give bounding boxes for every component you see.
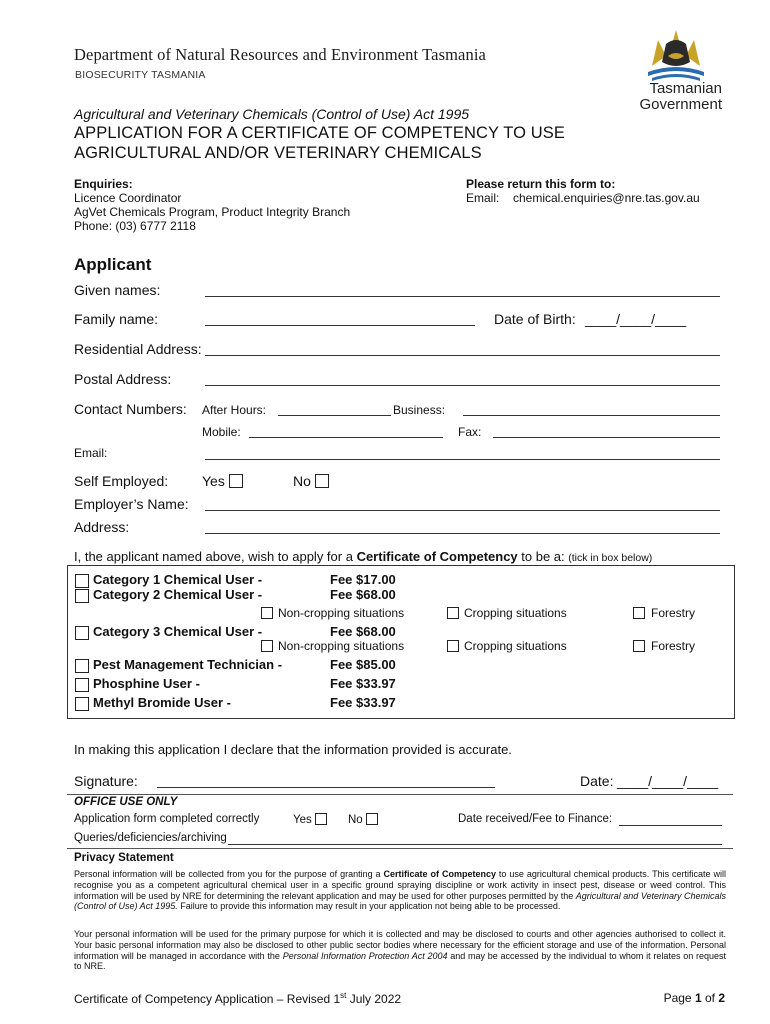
pest-technician-checkbox[interactable]	[75, 659, 89, 673]
privacy-p1-c: Failure to provide this information may result in your application not being able to be processed.	[177, 901, 561, 912]
business-field[interactable]	[463, 415, 720, 416]
tasmanian-government-logo	[626, 26, 722, 116]
privacy-p2-italic: Personal Information Protection Act 2004	[282, 950, 448, 961]
self-employed-no[interactable]	[293, 473, 329, 489]
thylacine-emblem-icon	[644, 26, 708, 82]
office-queries-label: Queries/deficiencies/archiving	[74, 832, 227, 844]
phosphine-user-checkbox[interactable]	[75, 678, 89, 692]
phosphine-user-label: Phosphine User -	[93, 676, 200, 691]
category-2-forestry-checkbox[interactable]	[633, 607, 645, 619]
category-1-checkbox[interactable]	[75, 574, 89, 588]
enquiries-phone: Phone: (03) 6777 2118	[74, 219, 196, 233]
address-field[interactable]	[205, 533, 720, 534]
apply-intro-after: to be a:	[517, 549, 565, 564]
category-3-non-cropping-label: Non-cropping situations	[278, 639, 405, 653]
residential-address-field[interactable]	[205, 355, 720, 356]
family-name-field[interactable]	[205, 325, 475, 326]
fax-label: Fax:	[458, 425, 482, 439]
return-email-label: Email:	[466, 191, 500, 205]
employer-name-label: Employer’s Name:	[74, 496, 189, 512]
privacy-p2-a: Your personal information will be used for the primary purpose for which it is collected and may be disclosed to courts and other agencies authorised to collect it. Your basic personal information may also be disclosed to other public sector bodies where necessary for the efficient storage and use of the information. Personal information will be managed in accordance with the	[74, 929, 726, 961]
office-date-received-field[interactable]	[619, 825, 722, 826]
dob-field[interactable]: ____/____/____	[585, 311, 687, 327]
footer-page-of: of	[701, 991, 719, 1005]
logo-line-1: Tasmanian	[649, 80, 722, 97]
act-title: Agricultural and Veterinary Chemicals (Control of Use) Act 1995	[74, 106, 470, 122]
privacy-p1-a: Personal information will be collected from you for the purpose of granting a	[74, 869, 384, 879]
category-1-fee: Fee $17.00	[330, 572, 396, 587]
family-name-label: Family name:	[74, 311, 159, 327]
office-date-received-label: Date received/Fee to Finance:	[458, 813, 613, 825]
category-2-label: Category 2 Chemical User -	[93, 587, 263, 602]
division-name: BIOSECURITY TASMANIA	[75, 69, 206, 81]
office-no-label: No	[348, 814, 363, 826]
enquiries-line-2: AgVet Chemicals Program, Product Integrity Branch	[74, 205, 351, 219]
category-2-cropping-checkbox[interactable]	[447, 607, 459, 619]
pest-technician-fee: Fee $85.00	[330, 657, 396, 672]
signature-label: Signature:	[74, 773, 138, 789]
employer-name-field[interactable]	[205, 510, 720, 511]
footer-revision-b: July 2022	[346, 992, 402, 1006]
office-completed-label: Application form completed correctly	[74, 813, 260, 825]
office-divider-top	[67, 794, 733, 795]
mobile-field[interactable]	[249, 437, 443, 438]
after-hours-label: After Hours:	[202, 403, 267, 417]
self-employed-label: Self Employed:	[74, 473, 169, 489]
self-employed-no-checkbox[interactable]	[315, 474, 329, 488]
office-queries-field[interactable]	[228, 844, 722, 845]
form-title-line-1: APPLICATION FOR A CERTIFICATE OF COMPETENCY TO USE	[74, 124, 565, 142]
dob-label: Date of Birth:	[494, 311, 576, 327]
office-yes-checkbox[interactable]	[315, 813, 327, 825]
office-no-checkbox[interactable]	[366, 813, 378, 825]
privacy-p1-italic: Agricultural and Veterinary Chemicals (Control of Use) Act 1995.	[74, 890, 727, 912]
category-3-forestry-label: Forestry	[651, 639, 696, 653]
footer-revision-sup: st	[340, 991, 347, 1000]
phosphine-user-fee: Fee $33.97	[330, 676, 396, 691]
return-heading: Please return this form to:	[466, 177, 616, 191]
office-divider-bottom	[67, 848, 733, 849]
category-3-non-cropping-checkbox[interactable]	[261, 640, 273, 652]
category-2-forestry-label: Forestry	[651, 606, 696, 620]
category-3-fee: Fee $68.00	[330, 624, 396, 639]
category-3-label: Category 3 Chemical User -	[93, 624, 263, 639]
category-2-checkbox[interactable]	[75, 589, 89, 603]
declaration-text: In making this application I declare that the information provided is accurate.	[74, 742, 512, 757]
office-use-heading: OFFICE USE ONLY	[74, 796, 178, 808]
declaration-date-label: Date:	[580, 773, 614, 789]
pest-technician-label: Pest Management Technician -	[93, 657, 283, 672]
apply-intro-before: I, the applicant named above, wish to apply for a	[74, 549, 357, 564]
methyl-bromide-fee: Fee $33.97	[330, 695, 396, 710]
category-2-non-cropping-checkbox[interactable]	[261, 607, 273, 619]
form-title-line-2: AGRICULTURAL AND/OR VETERINARY CHEMICALS	[74, 144, 482, 162]
privacy-paragraph-2	[74, 929, 726, 972]
mobile-label: Mobile:	[202, 425, 241, 439]
category-3-cropping-label: Cropping situations	[464, 639, 567, 653]
footer-page-total: 2	[718, 991, 725, 1005]
return-email-link[interactable]: chemical.enquiries@nre.tas.gov.au	[513, 191, 700, 205]
office-yes-label: Yes	[293, 814, 312, 826]
footer-revision	[74, 991, 401, 1006]
contact-numbers-label: Contact Numbers:	[74, 401, 187, 417]
category-2-non-cropping-label: Non-cropping situations	[278, 606, 405, 620]
apply-intro-bold: Certificate of Competency	[356, 549, 518, 564]
privacy-paragraph-1	[74, 869, 726, 912]
footer-page-number	[664, 991, 725, 1005]
email-label: Email:	[74, 446, 108, 460]
footer-page-word: Page	[663, 991, 695, 1005]
privacy-p2-b: and may be accessed by the individual to whom it relates on request to NRE.	[74, 950, 726, 972]
self-employed-no-label: No	[293, 473, 311, 489]
business-label: Business:	[393, 403, 446, 417]
enquiries-heading: Enquiries:	[74, 177, 133, 191]
category-3-cropping-checkbox[interactable]	[447, 640, 459, 652]
postal-address-field[interactable]	[205, 385, 720, 386]
department-name: Department of Natural Resources and Environment Tasmania	[74, 45, 486, 64]
signature-field[interactable]	[157, 787, 495, 788]
self-employed-yes-checkbox[interactable]	[229, 474, 243, 488]
given-names-label: Given names:	[74, 282, 161, 298]
given-names-field[interactable]	[205, 296, 720, 297]
self-employed-yes-label: Yes	[202, 473, 225, 489]
residential-address-label: Residential Address:	[74, 341, 202, 357]
address-label: Address:	[74, 519, 130, 535]
footer-revision-a: Certificate of Competency Application – Revised 1	[74, 992, 341, 1006]
after-hours-field[interactable]	[278, 415, 391, 416]
footer-page-current: 1	[694, 991, 702, 1005]
declaration-date-field[interactable]: ____/____/____	[617, 773, 719, 789]
email-field[interactable]	[205, 459, 720, 460]
privacy-p1-bold: Certificate of Competency	[383, 869, 496, 879]
logo-line-2: Government	[639, 96, 722, 113]
office-yes[interactable]	[293, 813, 327, 826]
office-no[interactable]	[348, 813, 378, 826]
category-1-label: Category 1 Chemical User -	[93, 572, 263, 587]
methyl-bromide-checkbox[interactable]	[75, 697, 89, 711]
category-2-cropping-label: Cropping situations	[464, 606, 567, 620]
privacy-heading: Privacy Statement	[74, 852, 174, 864]
privacy-p1-b: to use agricultural chemical products. This certificate will recognise you as a competent agricultural chemical user in a specific ground spraying discipline or work activity in insect pest, disease or weed control. This information will be used by NRE for determining the relevant application and may be used for other purposes permitted by the	[74, 869, 726, 901]
apply-intro-note: (tick in box below)	[568, 552, 653, 564]
postal-address-label: Postal Address:	[74, 371, 172, 387]
applicant-heading: Applicant	[74, 255, 152, 274]
category-3-checkbox[interactable]	[75, 626, 89, 640]
category-3-forestry-checkbox[interactable]	[633, 640, 645, 652]
category-2-fee: Fee $68.00	[330, 587, 396, 602]
apply-intro	[74, 549, 652, 564]
self-employed-yes[interactable]	[202, 473, 243, 489]
methyl-bromide-label: Methyl Bromide User -	[93, 695, 231, 710]
enquiries-line-1: Licence Coordinator	[74, 191, 182, 205]
fax-field[interactable]	[493, 437, 720, 438]
